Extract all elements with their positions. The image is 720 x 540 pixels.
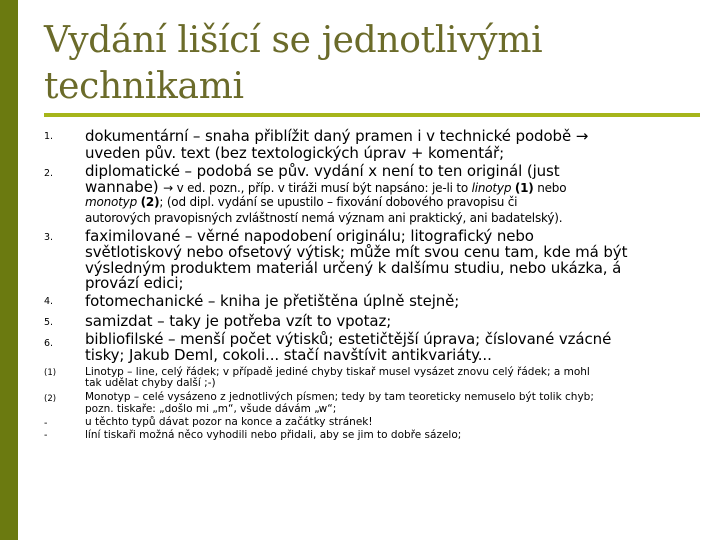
note-dash-2: -	[44, 430, 48, 441]
item-fotomechanicke	[85, 293, 459, 309]
item-text: – menší počet výtisků; estetičtější úprava; číslované vzácné	[163, 330, 612, 348]
slide-title	[44, 18, 704, 110]
term-faximilovane: faximilované	[85, 227, 181, 245]
note-monotyp-line-2: pozn. tiskaře: „došlo mi „m“, všude dávám „w“;	[85, 403, 337, 415]
term-fotomechanicke: fotomechanické	[85, 292, 204, 310]
term-samizdat: samizdat	[85, 312, 153, 330]
item-bibliofilske-line-1	[85, 331, 611, 347]
note-dash-1: -	[44, 418, 48, 429]
item-diplomaticke-line-2	[85, 179, 566, 195]
note-ref-1: (1)	[514, 181, 534, 195]
note-number-2: (2)	[44, 394, 57, 404]
title-line-2: technikami	[44, 66, 244, 107]
item-text: – taky je potřeba vzít to vpotaz;	[152, 312, 392, 330]
term-linotyp: linotyp	[471, 181, 512, 195]
item-text: – podobá se pův. vydání x není to ten originál (just	[179, 162, 560, 180]
item-diplomaticke-line-1	[85, 163, 560, 179]
item-faximilovane-line-1	[85, 228, 534, 244]
note-ref-2: (2)	[140, 195, 160, 209]
term-bibliofilske: bibliofilské	[85, 330, 164, 348]
left-accent-bar	[0, 0, 18, 540]
note-linotyp-line-1: Linotyp – line, celý řádek; v případě jediné chyby tiskař musel vysázet znovu celý řádek; a mohl	[85, 366, 590, 378]
item-faximilovane-line-4: provází edici;	[85, 274, 184, 292]
note-linotyp-line-2: tak udělat chyby další ;-)	[85, 377, 216, 389]
item-text: ; (od dipl. vydání se upustilo – fixování dobového pravopisu či	[159, 195, 518, 209]
item-dokumentarni-line-2: uveden pův. text (bez textologických úprav + komentář;	[85, 144, 505, 162]
list-number-5: 5.	[44, 317, 54, 328]
item-bibliofilske-line-2: tisky; Jakub Deml, cokoli... stačí navštívit antikvariáty...	[85, 346, 492, 364]
term-dokumentarni: dokumentární	[85, 127, 189, 145]
list-number-2: 2.	[44, 168, 54, 179]
list-number-4: 4.	[44, 296, 54, 307]
item-faximilovane-line-3: výsledným produktem materiál určený k dalšímu studiu, nebo ukázka, á	[85, 259, 622, 277]
title-line-1: Vydání lišící se jednotlivými	[44, 20, 543, 61]
note-monotyp-line-1: Monotyp – celé vysázeno z jednotlivých písmen; tedy by tam teoreticky nemuselo být tolik chyb;	[85, 391, 594, 403]
list-number-3: 3.	[44, 232, 54, 243]
note-dash-text-2: líní tiskaři možná něco vyhodili nebo přidali, aby se jim to dobře sázelo;	[85, 429, 462, 441]
item-text: – kniha je přetištěna úplně stejně;	[203, 292, 460, 310]
item-text: – věrné napodobení originálu; litografický nebo	[180, 227, 534, 245]
item-text: nebo	[533, 181, 567, 195]
item-text: wannabe)	[85, 178, 164, 196]
item-text: → v ed. pozn., příp. v tiráži musí být napsáno: je-li to	[163, 181, 472, 195]
item-samizdat	[85, 313, 391, 329]
item-dokumentarni-line-1	[85, 128, 588, 144]
note-number-1: (1)	[44, 368, 57, 378]
term-monotyp: monotyp	[85, 195, 138, 209]
title-underline	[44, 113, 700, 117]
note-dash-text-1: u těchto typů dávat pozor na konce a začátky stránek!	[85, 416, 373, 428]
list-number-1: 1.	[44, 131, 54, 142]
item-diplomaticke-line-3	[85, 195, 517, 209]
item-text: – snaha přiblížit daný pramen i v technické podobě →	[188, 127, 589, 145]
term-diplomaticke: diplomatické	[85, 162, 180, 180]
item-faximilovane-line-2: světlotiskový nebo ofsetový výtisk; může mít svou cenu tam, kde má být	[85, 243, 628, 261]
list-number-6: 6.	[44, 338, 54, 349]
item-diplomaticke-line-4: autorových pravopisných zvláštností nemá význam ani praktický, ani badatelský).	[85, 211, 563, 225]
